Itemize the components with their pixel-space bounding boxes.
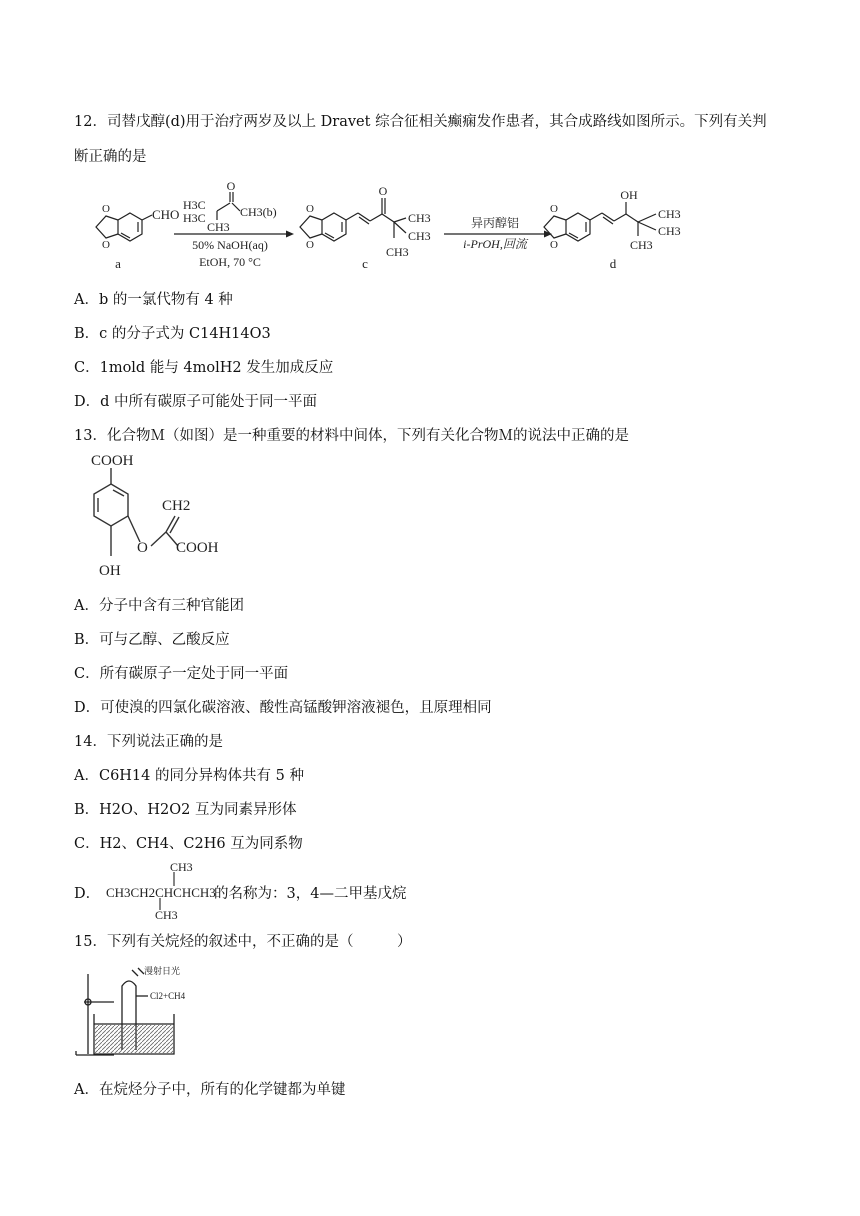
q12-cond1-line1: 50% NaOH(aq) <box>192 238 268 252</box>
q15-light-label: 漫射日光 <box>144 966 181 976</box>
q12-option-b: B．c 的分子式为 C14H14O3 <box>74 326 271 342</box>
q13-option-b: B．可与乙醇、乙酸反应 <box>74 632 230 648</box>
q12-a-cho: CHO <box>152 207 180 222</box>
q12-d-ch3-2: CH3 <box>658 224 681 238</box>
q13-stem: 13．化合物Ｍ（如图）是一种重要的材料中间体，下列有关化合物Ｍ的说法中正确的是 <box>74 428 629 444</box>
svg-text:O: O <box>102 239 110 251</box>
q14-d-main-chain: CH3CH2CHCHCH3 <box>106 885 216 900</box>
q13-o: O <box>137 540 148 556</box>
q14-option-c: C．H2、CH4、C2H6 互为同系物 <box>74 836 303 852</box>
svg-text:O: O <box>306 203 314 215</box>
q12-option-a: A．b 的一氯代物有 4 种 <box>74 292 233 308</box>
svg-text:O: O <box>102 203 110 215</box>
svg-text:O: O <box>306 239 314 251</box>
q13-option-c: C．所有碳原子一定处于同一平面 <box>74 666 289 682</box>
q13-compound-m-structure <box>78 452 248 582</box>
svg-text:O: O <box>550 203 558 215</box>
q14-d-ch3-top: CH3 <box>170 860 193 874</box>
q12-reagent-h3c-2: H3C <box>183 211 206 225</box>
q12-label-d: d <box>609 256 617 271</box>
q14-option-d-formula <box>104 860 216 920</box>
q12-stem-line2: 断正确的是 <box>74 149 147 165</box>
q12-reagent-h3c-1: H3C <box>183 198 206 212</box>
q12-cond1-line2: EtOH, 70 °C <box>199 255 261 269</box>
q15-option-a: A．在烷烃分子中，所有的化学键都为单键 <box>74 1082 346 1098</box>
q12-cond2-line1: 异丙醇铝 <box>470 216 520 230</box>
svg-text:O: O <box>550 239 558 251</box>
q12-c-ch3-3: CH3 <box>386 245 409 259</box>
q14-d-ch3-bottom: CH3 <box>155 908 178 920</box>
q12-c-ch3-2: CH3 <box>408 229 431 243</box>
q12-label-a: a <box>115 256 121 271</box>
q13-oh: OH <box>99 563 121 579</box>
q12-reagent-ch3: CH3 <box>207 220 230 234</box>
q14-stem: 14．下列说法正确的是 <box>74 734 223 750</box>
q13-option-d: D．可使溴的四氯化碳溶液、酸性高锰酸钾溶液褪色，且原理相同 <box>74 700 492 716</box>
q12-cond2-line2: i-PrOH,回流 <box>463 237 527 251</box>
q13-option-a: A．分子中含有三种官能团 <box>74 598 244 614</box>
q12-reagent-ch3b: CH3(b) <box>240 205 277 219</box>
q14-option-d-suffix: 的名称为：3，4—二甲基戊烷 <box>214 886 407 902</box>
q13-cooh-top: COOH <box>91 453 134 469</box>
q12-synthesis-scheme <box>72 178 712 278</box>
q14-option-a: A．C6H14 的同分异构体共有 5 种 <box>74 768 304 784</box>
q15-stem: 15．下列有关烷烃的叙述中，不正确的是（ ） <box>74 934 412 950</box>
q12-d-oh: OH <box>620 188 638 202</box>
q12-reagent-o: O <box>226 179 236 193</box>
q14-option-d-prefix: D． <box>74 886 101 902</box>
q12-c-o: O <box>378 184 388 198</box>
q12-d-ch3-1: CH3 <box>658 207 681 221</box>
q15-apparatus-figure <box>74 962 204 1058</box>
q12-option-d: D．d 中所有碳原子可能处于同一平面 <box>74 394 318 410</box>
q12-label-c: c <box>362 256 368 271</box>
q12-d-ch3-3: CH3 <box>630 238 653 252</box>
q12-stem-line1: 12．司替戊醇(d)用于治疗两岁及以上 Dravet 综合征相关癫痫发作患者，其合成路线如图所示。下列有关判 <box>74 114 767 130</box>
q12-option-c: C．1mold 能与 4molH2 发生加成反应 <box>74 360 334 376</box>
q15-gas-label: Cl2+CH4 <box>150 991 186 1001</box>
q14-option-b: B．H2O、H2O2 互为同素异形体 <box>74 802 297 818</box>
q13-cooh-right: COOH <box>176 540 219 556</box>
q12-c-ch3-1: CH3 <box>408 211 431 225</box>
q13-ch2: CH2 <box>162 498 191 514</box>
